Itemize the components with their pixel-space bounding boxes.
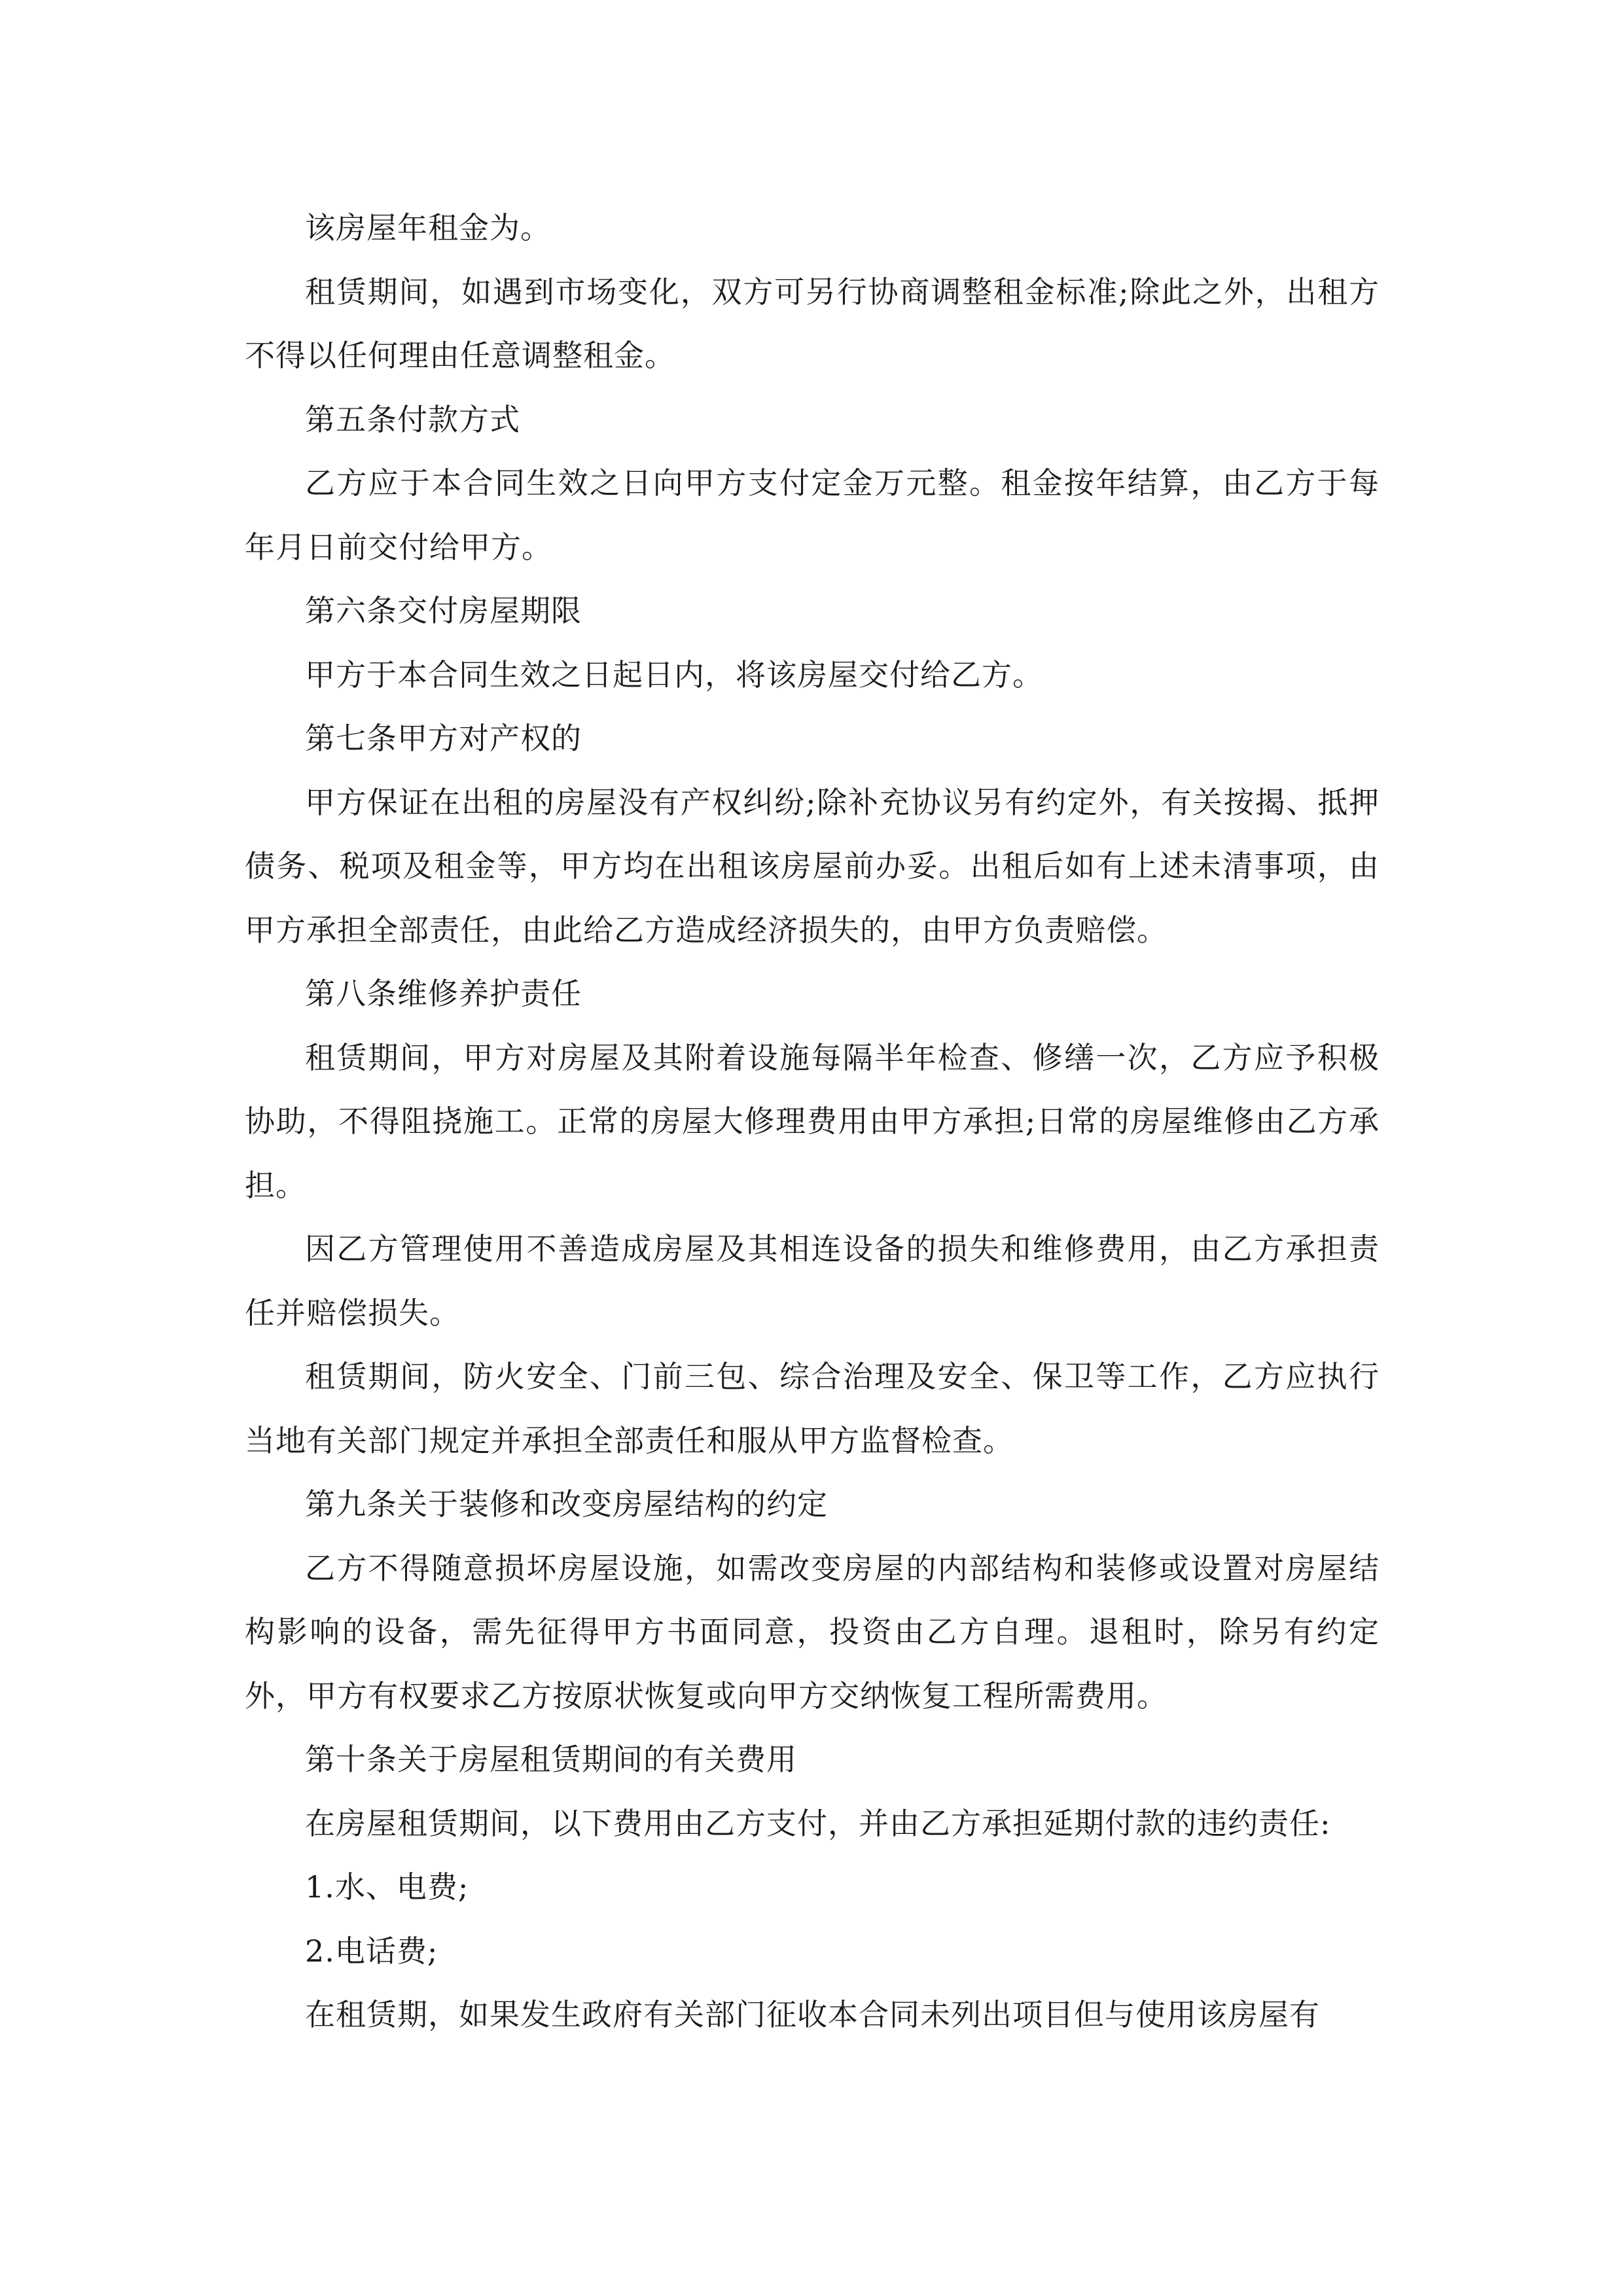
article-10-heading: 第十条关于房屋租赁期间的有关费用	[305, 1742, 797, 1777]
paragraph-renovation: 乙方不得随意损坏房屋设施，如需改变房屋的内部结构和装修或设置对房屋结构影响的设备，需先征得甲方书面同意，投资由乙方自理。退租时，除另有约定外，甲方有权要求乙方按原状恢复或向甲方交纳恢复工程所需费用。	[245, 1550, 1380, 1713]
paragraph-damage-liability: 因乙方管理使用不善造成房屋及其相连设备的损失和维修费用，由乙方承担责任并赔偿损失。	[245, 1231, 1380, 1331]
list-item-utilities: 1.水、电费;	[305, 1869, 469, 1905]
article-6-heading: 第六条交付房屋期限	[305, 593, 582, 628]
paragraph-rent-adjustment: 租赁期间，如遇到市场变化，双方可另行协商调整租金标准;除此之外，出租方不得以任何理由任意调整租金。	[245, 274, 1380, 373]
article-7-heading: 第七条甲方对产权的	[305, 721, 582, 756]
list-item-phone: 2.电话费;	[305, 1933, 438, 1969]
paragraph-handover-term: 甲方于本合同生效之日起日内，将该房屋交付给乙方。	[305, 656, 1043, 692]
article-5-heading: 第五条付款方式	[305, 401, 520, 437]
paragraph-maintenance: 租赁期间，甲方对房屋及其附着设施每隔半年检查、修缮一次，乙方应予积极协助，不得阻挠施工。正常的房屋大修理费用由甲方承担;日常的房屋维修由乙方承担。	[245, 1039, 1380, 1203]
paragraph-property-rights: 甲方保证在出租的房屋没有产权纠纷;除补充协议另有约定外，有关按揭、抵押债务、税项及租金等，甲方均在出租该房屋前办妥。出租后如有上述未清事项，由甲方承担全部责任，由此给乙方造成经济损失的，由甲方负责赔偿。	[245, 784, 1380, 948]
paragraph-payment-terms: 乙方应于本合同生效之日向甲方支付定金万元整。租金按年结算，由乙方于每年月日前交付给甲方。	[245, 465, 1380, 565]
article-8-heading: 第八条维修养护责任	[305, 976, 582, 1011]
document-body	[245, 196, 1380, 2047]
article-9-heading: 第九条关于装修和改变房屋结构的约定	[305, 1486, 828, 1522]
paragraph-safety-duties: 租赁期间，防火安全、门前三包、综合治理及安全、保卫等工作，乙方应执行当地有关部门规定并承担全部责任和服从甲方监督检查。	[245, 1359, 1380, 1458]
paragraph-government-fees: 在租赁期，如果发生政府有关部门征收本合同未列出项目但与使用该房屋有	[305, 1997, 1320, 2032]
paragraph-annual-rent: 该房屋年租金为。	[305, 210, 551, 245]
paragraph-expenses-intro: 在房屋租赁期间，以下费用由乙方支付，并由乙方承担延期付款的违约责任:	[305, 1805, 1331, 1841]
